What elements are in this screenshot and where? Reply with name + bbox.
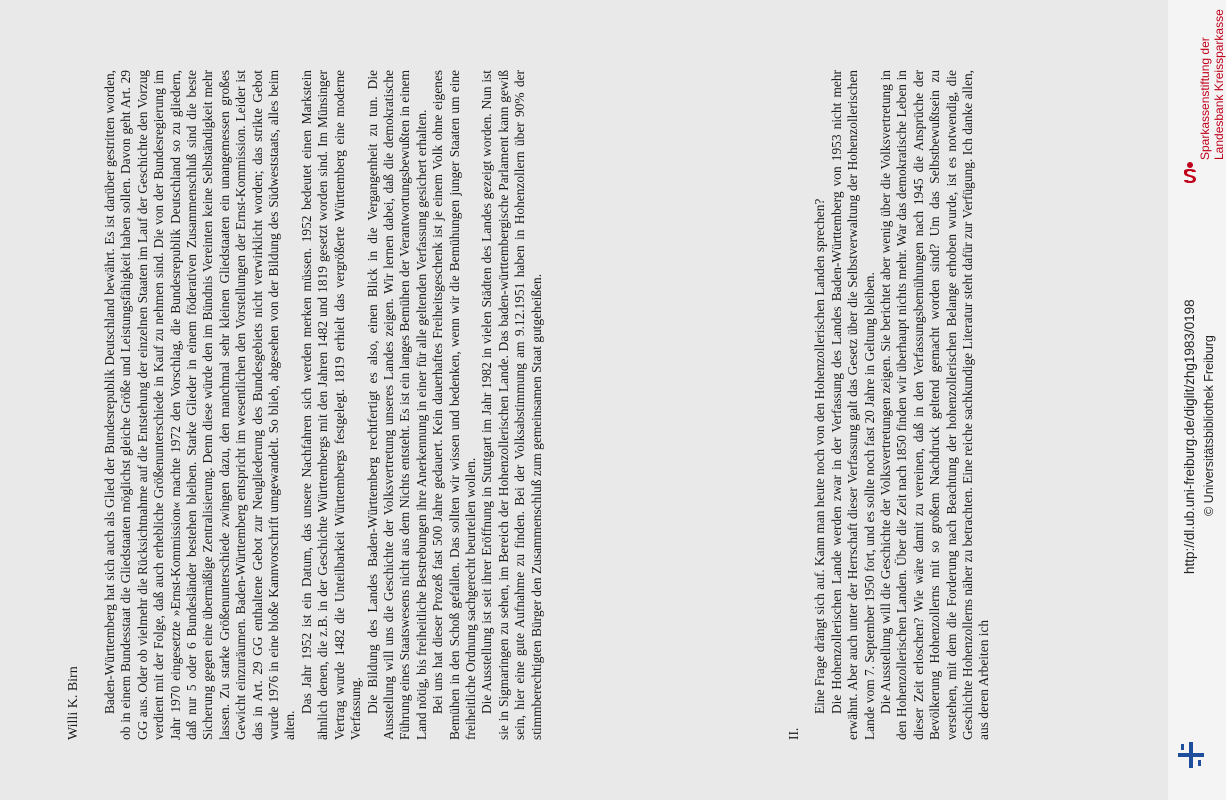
sponsor-line-1: Sparkassenstiftung der — [1198, 37, 1212, 160]
paragraph: Die Ausstellung will die Geschichte der Volksvertretungen zeigen. Sie berichtet aber wenig über die Volksvertretung in den Hohenzollerischen Landen. Über die Zeit nach 1850 finden wir überhaupt nichts mehr. War das demokratische Leben in dieser Zeit erloschen? Wie wäre damit zu vereinen, daß in den Verfassungsbemühungen nach 1945 die Ansprüche der Bevölkerung Hohenzollerns mit so großem Nachdruck geltend gemacht worden sind? Um das Selbstbewußtsein zu verstehen, mit dem die Forderung nach Beachtung der hohenzollerischen Belange erhoben wurde, ist es notwendig, die Geschichte Hohenzollerns näher zu betrachten. Eine reiche sachkundige Literatur steht dafür zur Verfügung. Ich danke allen, aus deren Arbeiten ich — [878, 70, 992, 740]
paragraph: Die Ausstellung ist seit ihrer Eröffnung in Stuttgart im Jahr 1982 in vielen Städten des Landes gezeigt worden. Nun ist sie in Sigmaringen zu sehen, im Bereich der Hohenzollerischen Lande. Das baden-württembergische Parlament kann gewiß sein, hier eine gute Aufnahme zu finden. Bei der Volksabstimmung am 9.12.1951 haben in Hohenzollern über 90% der stimmberechtigten Bürger den Zusammenschluß zum gemeinsamen Staat gutgeheißen. — [479, 70, 544, 740]
body-text — [102, 70, 545, 740]
sponsor-label — [1198, 9, 1226, 160]
paragraph: Eine Frage drängt sich auf. Kann man heute noch von den Hohenzollerischen Landen sprechen? — [812, 198, 828, 714]
copyright-notice: © Universitätsbibliothek Freiburg — [1202, 335, 1216, 516]
university-library-logo-icon — [1176, 740, 1206, 770]
section-number: II. — [786, 727, 801, 740]
paragraph: Das Jahr 1952 ist ein Datum, das unsere Nachfahren sich werden merken müssen. 1952 bedeutet einen Markstein ähnlich denen, die z.B. in der Geschichte Württembergs mit den Jahren 1482 und 1819 gesetzt worden sind. Im Münsinger Vertrag wurde 1482 die Unteilbarkeit Württembergs festgelegt. 1819 erhielt das vergrößerte Württemberg eine moderne Verfassung. — [298, 70, 364, 740]
paragraph: Baden-Württemberg hat sich auch als Glied der Bundesrepublik Deutschland bewährt. Es ist darüber gestritten worden, ob in einem Bundesstaat die Gliedstaaten möglichst gleiche Größe und Leistungsfähigkeit haben sollen. Davon geht Art. 29 GG aus. Oder ob vielmehr die Rücksichtnahme auf die Entstehung der einzelnen Staaten im Lauf der Geschichte den Vorzug verdient mit der Folge, daß auch erhebliche Größenunterschiede in Kauf zu nehmen sind. Die von der Bundesregierung im Jahr 1970 eingesetzte »Ernst-Kommission« machte 1972 den Vorschlag, die Bundesrepublik Deutschland so zu gliedern, daß nur 5 oder 6 Bundesländer bestehen bleiben. Starke Glieder in einem föderativen Zusammenschluß sind die beste Sicherung gegen eine übermäßige Zentralisierung. Denn diese würde den im Bündnis Vereinten keine Selbständigkeit mehr lassen. Zu starke Größenunterschiede zwingen dazu, den manchmal sehr kleinen Gliedstaaten ein unangemessen großes Gewicht einzuräumen. Baden-Württemberg entspricht im wesentlichen den Vorstellungen der Ernst-Kommission. Leider ist das in Art. 29 GG enthaltene Gebot zur Neugliederung des Bundesgebiets nicht verwirklicht worden; das strikte Gebot wurde 1976 in eine bloße Kannvorschrift umgewandelt. So blieb, abgesehen von der Bildung des Südweststaats, alles beim alten. — [102, 70, 298, 740]
source-url-link[interactable]: http://dl.ub.uni-freiburg.de/diglit/zhg1983/0198 — [1182, 299, 1197, 574]
running-head-author: Willi K. Birn — [66, 666, 81, 740]
section-ii — [786, 70, 993, 740]
paragraph: Bei uns hat dieser Prozeß fast 500 Jahre gedauert. Kein dauerhaftes Freiheitsgeschenk ist je einem Volk ohne eigenes Bemühen in den Schoß gefallen. Das sollten wir wissen und bedenken, wenn wir die Bemühungen junger Staaten um eine freiheitliche Ordnung sachgerecht beurteilen wollen. — [430, 70, 478, 740]
sparkasse-logo-icon — [1180, 162, 1200, 184]
paragraph: Die Hohenzollerischen Lande werden zwar in der Verfassung des Landes Baden-Württemberg von 1953 nicht mehr erwähnt. Aber auch unter der Herrschaft dieser Verfassung galt das Gesetz über die Selbstverwaltung der Hohenzollerischen Lande vom 7. September 1950 fort, und es sollte noch fast 20 Jahre in Geltung bleiben. — [828, 70, 877, 740]
paragraph: Die Bildung des Landes Baden-Württemberg rechtfertigt es also, einen Blick in die Vergangenheit zu tun. Die Ausstellung will uns die Geschichte der Volksvertretung unseres Landes zeigen. Wir lernen dabei, daß die demokratische Führung eines Staatswesens nicht aus dem Nichts entsteht. Es ist ein langes Bemühen der Verantwortungsbewußten in einem Land nötig, bis freiheitliche Bestrebungen ihre Anerkennung in einer für alle geltenden Verfassung gesichert erhalten. — [364, 70, 429, 740]
sponsor-line-2: Landesbank Kreissparkasse — [1212, 9, 1226, 160]
